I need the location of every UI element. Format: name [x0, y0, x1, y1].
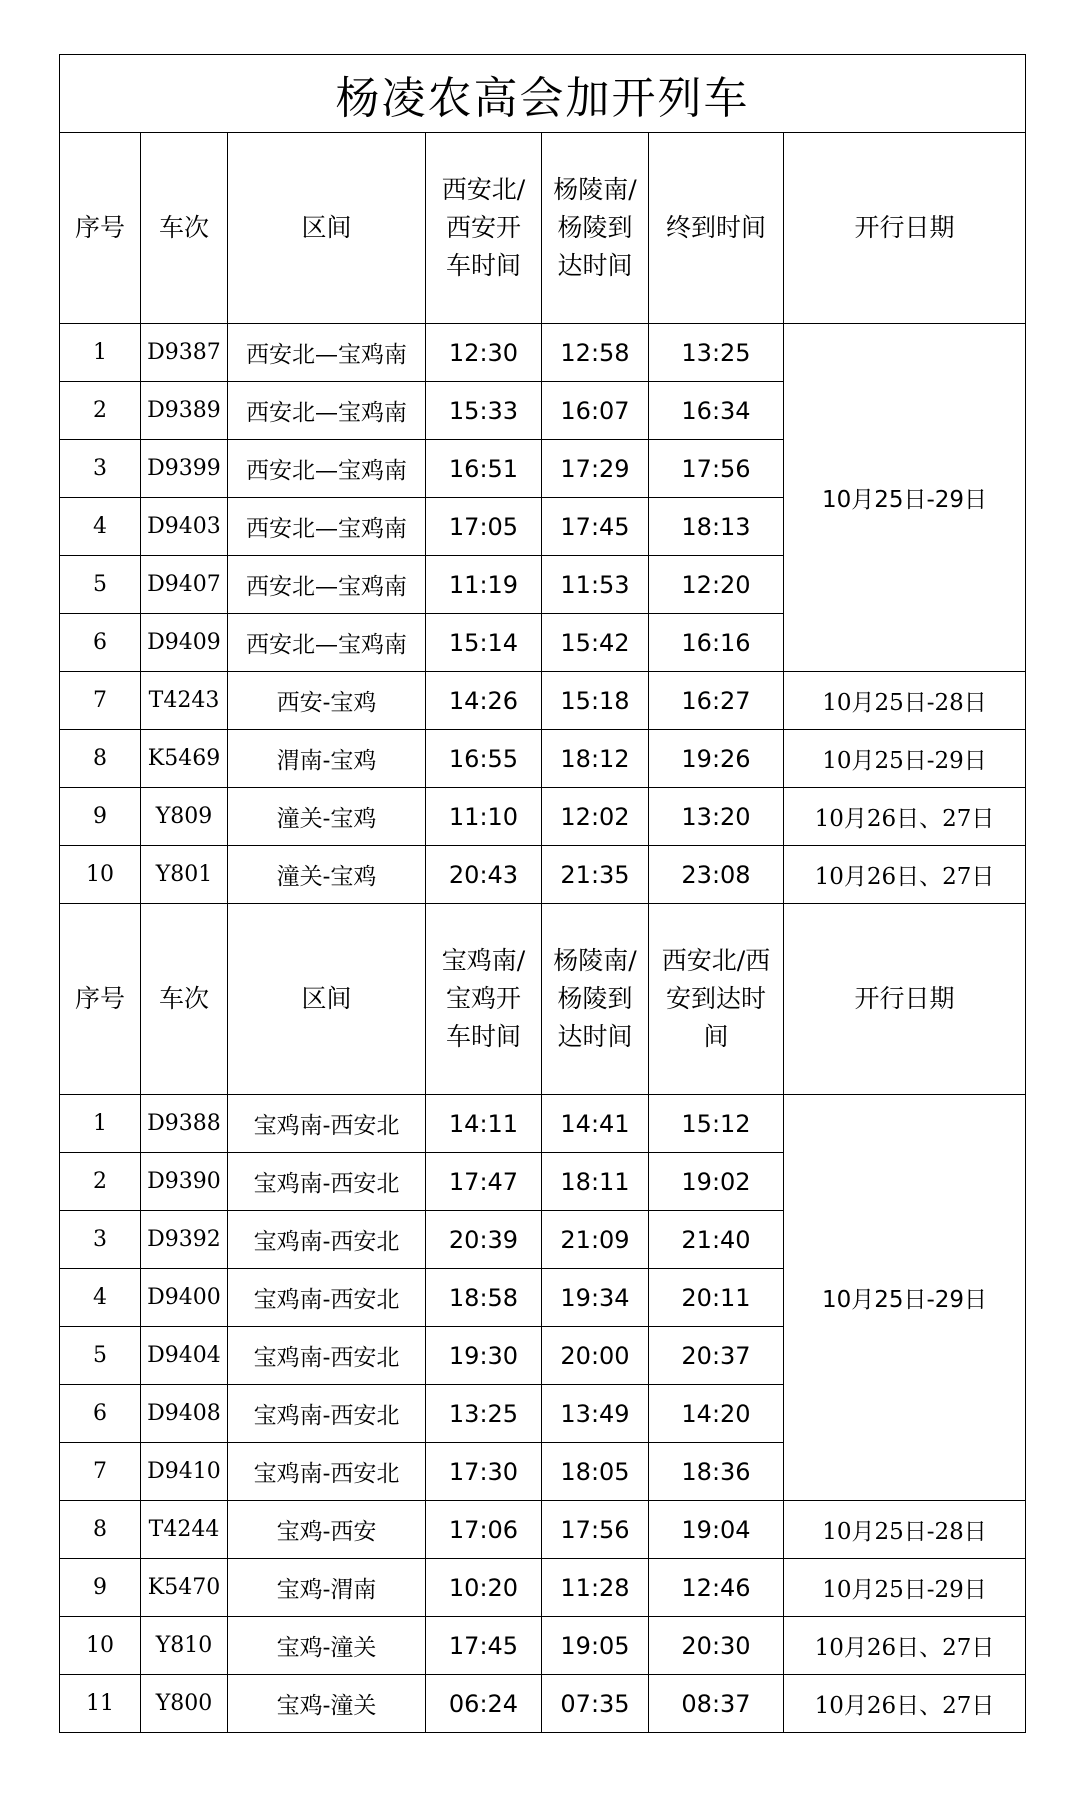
departure-time: 17:47	[426, 1153, 542, 1211]
run-date: 10月25日-29日	[784, 1559, 1026, 1617]
serial-no: 6	[60, 1385, 141, 1443]
outbound-header-row	[60, 133, 1026, 324]
serial-no: 2	[60, 1153, 141, 1211]
route: 宝鸡南-西安北	[228, 1153, 426, 1211]
table-row	[60, 788, 1026, 846]
table-row	[60, 1559, 1026, 1617]
run-date: 10月25日-28日	[784, 1501, 1026, 1559]
yangling-arrival-time: 07:35	[542, 1675, 649, 1733]
inbound-header-row	[60, 904, 1026, 1095]
serial-no: 3	[60, 1211, 141, 1269]
departure-time: 10:20	[426, 1559, 542, 1617]
route: 宝鸡南-西安北	[228, 1385, 426, 1443]
terminal-time: 16:34	[649, 382, 784, 440]
route: 渭南-宝鸡	[228, 730, 426, 788]
table-row	[60, 846, 1026, 904]
departure-time: 19:30	[426, 1327, 542, 1385]
terminal-time: 23:08	[649, 846, 784, 904]
departure-time: 16:55	[426, 730, 542, 788]
departure-time: 15:33	[426, 382, 542, 440]
yangling-arrival-time: 20:00	[542, 1327, 649, 1385]
train-number: T4243	[141, 672, 228, 730]
terminal-time: 08:37	[649, 1675, 784, 1733]
header-train: 车次	[141, 133, 228, 324]
merged-run-date: 10月25日-29日	[784, 324, 1026, 672]
train-number: K5470	[141, 1559, 228, 1617]
departure-time: 11:10	[426, 788, 542, 846]
train-number: Y801	[141, 846, 228, 904]
yangling-arrival-time: 17:29	[542, 440, 649, 498]
header-date: 开行日期	[784, 133, 1026, 324]
train-number: K5469	[141, 730, 228, 788]
table-row	[60, 324, 1026, 382]
train-number: D9388	[141, 1095, 228, 1153]
serial-no: 10	[60, 1617, 141, 1675]
serial-no: 2	[60, 382, 141, 440]
serial-no: 1	[60, 324, 141, 382]
route: 宝鸡南-西安北	[228, 1327, 426, 1385]
train-number: D9409	[141, 614, 228, 672]
train-number: D9400	[141, 1269, 228, 1327]
route: 西安北—宝鸡南	[228, 440, 426, 498]
header-yangling-arrival: 杨陵南/杨陵到达时间	[542, 904, 649, 1095]
yangling-arrival-time: 15:18	[542, 672, 649, 730]
header-terminal: 西安北/西安到达时间	[649, 904, 784, 1095]
run-date: 10月26日、27日	[784, 1675, 1026, 1733]
header-departure: 西安北/西安开车时间	[426, 133, 542, 324]
serial-no: 11	[60, 1675, 141, 1733]
merged-run-date: 10月25日-29日	[784, 1095, 1026, 1501]
table-row	[60, 672, 1026, 730]
train-number: D9407	[141, 556, 228, 614]
serial-no: 9	[60, 1559, 141, 1617]
yangling-arrival-time: 11:28	[542, 1559, 649, 1617]
departure-time: 17:30	[426, 1443, 542, 1501]
train-number: D9404	[141, 1327, 228, 1385]
yangling-arrival-time: 19:34	[542, 1269, 649, 1327]
terminal-time: 21:40	[649, 1211, 784, 1269]
terminal-time: 15:12	[649, 1095, 784, 1153]
yangling-arrival-time: 12:58	[542, 324, 649, 382]
serial-no: 1	[60, 1095, 141, 1153]
train-number: D9408	[141, 1385, 228, 1443]
departure-time: 17:06	[426, 1501, 542, 1559]
serial-no: 4	[60, 1269, 141, 1327]
header-route: 区间	[228, 133, 426, 324]
route: 宝鸡南-西安北	[228, 1269, 426, 1327]
yangling-arrival-time: 21:09	[542, 1211, 649, 1269]
route: 宝鸡南-西安北	[228, 1443, 426, 1501]
serial-no: 10	[60, 846, 141, 904]
serial-no: 4	[60, 498, 141, 556]
route: 西安北—宝鸡南	[228, 324, 426, 382]
table-row	[60, 1675, 1026, 1733]
yangling-arrival-time: 14:41	[542, 1095, 649, 1153]
departure-time: 18:58	[426, 1269, 542, 1327]
route: 宝鸡-潼关	[228, 1617, 426, 1675]
terminal-time: 16:16	[649, 614, 784, 672]
train-number: D9399	[141, 440, 228, 498]
train-number: Y800	[141, 1675, 228, 1733]
terminal-time: 20:30	[649, 1617, 784, 1675]
route: 西安北—宝鸡南	[228, 556, 426, 614]
route: 宝鸡南-西安北	[228, 1095, 426, 1153]
departure-time: 12:30	[426, 324, 542, 382]
terminal-time: 13:25	[649, 324, 784, 382]
terminal-time: 20:37	[649, 1327, 784, 1385]
terminal-time: 13:20	[649, 788, 784, 846]
timetable-document	[59, 54, 1025, 1733]
route: 西安北—宝鸡南	[228, 614, 426, 672]
route: 西安-宝鸡	[228, 672, 426, 730]
terminal-time: 14:20	[649, 1385, 784, 1443]
serial-no: 3	[60, 440, 141, 498]
yangling-arrival-time: 18:11	[542, 1153, 649, 1211]
serial-no: 8	[60, 730, 141, 788]
route: 宝鸡-渭南	[228, 1559, 426, 1617]
serial-no: 7	[60, 1443, 141, 1501]
departure-time: 15:14	[426, 614, 542, 672]
header-serial: 序号	[60, 904, 141, 1095]
terminal-time: 20:11	[649, 1269, 784, 1327]
yangling-arrival-time: 12:02	[542, 788, 649, 846]
yangling-arrival-time: 18:05	[542, 1443, 649, 1501]
header-departure: 宝鸡南/宝鸡开车时间	[426, 904, 542, 1095]
table-row	[60, 1617, 1026, 1675]
train-number: D9410	[141, 1443, 228, 1501]
yangling-arrival-time: 17:56	[542, 1501, 649, 1559]
terminal-time: 19:26	[649, 730, 784, 788]
serial-no: 5	[60, 1327, 141, 1385]
departure-time: 14:11	[426, 1095, 542, 1153]
header-date: 开行日期	[784, 904, 1026, 1095]
train-number: D9389	[141, 382, 228, 440]
departure-time: 16:51	[426, 440, 542, 498]
train-number: D9392	[141, 1211, 228, 1269]
departure-time: 20:39	[426, 1211, 542, 1269]
route: 西安北—宝鸡南	[228, 498, 426, 556]
departure-time: 14:26	[426, 672, 542, 730]
yangling-arrival-time: 16:07	[542, 382, 649, 440]
route: 宝鸡南-西安北	[228, 1211, 426, 1269]
yangling-arrival-time: 21:35	[542, 846, 649, 904]
serial-no: 9	[60, 788, 141, 846]
header-serial: 序号	[60, 133, 141, 324]
header-route: 区间	[228, 904, 426, 1095]
run-date: 10月25日-29日	[784, 730, 1026, 788]
departure-time: 17:05	[426, 498, 542, 556]
train-number: D9387	[141, 324, 228, 382]
train-number: D9390	[141, 1153, 228, 1211]
serial-no: 7	[60, 672, 141, 730]
train-number: Y809	[141, 788, 228, 846]
train-number: Y810	[141, 1617, 228, 1675]
route: 宝鸡-西安	[228, 1501, 426, 1559]
train-number: T4244	[141, 1501, 228, 1559]
run-date: 10月26日、27日	[784, 846, 1026, 904]
yangling-arrival-time: 13:49	[542, 1385, 649, 1443]
terminal-time: 19:04	[649, 1501, 784, 1559]
serial-no: 6	[60, 614, 141, 672]
timetable	[59, 54, 1026, 1733]
departure-time: 20:43	[426, 846, 542, 904]
route: 宝鸡-潼关	[228, 1675, 426, 1733]
table-row	[60, 1501, 1026, 1559]
departure-time: 17:45	[426, 1617, 542, 1675]
run-date: 10月25日-28日	[784, 672, 1026, 730]
table-row	[60, 1095, 1026, 1153]
yangling-arrival-time: 18:12	[542, 730, 649, 788]
header-train: 车次	[141, 904, 228, 1095]
run-date: 10月26日、27日	[784, 788, 1026, 846]
serial-no: 5	[60, 556, 141, 614]
serial-no: 8	[60, 1501, 141, 1559]
departure-time: 13:25	[426, 1385, 542, 1443]
terminal-time: 16:27	[649, 672, 784, 730]
terminal-time: 19:02	[649, 1153, 784, 1211]
route: 潼关-宝鸡	[228, 846, 426, 904]
departure-time: 06:24	[426, 1675, 542, 1733]
yangling-arrival-time: 19:05	[542, 1617, 649, 1675]
page-title: 杨凌农高会加开列车	[60, 55, 1026, 133]
terminal-time: 18:13	[649, 498, 784, 556]
terminal-time: 12:46	[649, 1559, 784, 1617]
header-terminal: 终到时间	[649, 133, 784, 324]
run-date: 10月26日、27日	[784, 1617, 1026, 1675]
train-number: D9403	[141, 498, 228, 556]
header-yangling-arrival: 杨陵南/杨陵到达时间	[542, 133, 649, 324]
table-row	[60, 730, 1026, 788]
yangling-arrival-time: 15:42	[542, 614, 649, 672]
terminal-time: 18:36	[649, 1443, 784, 1501]
yangling-arrival-time: 11:53	[542, 556, 649, 614]
terminal-time: 12:20	[649, 556, 784, 614]
yangling-arrival-time: 17:45	[542, 498, 649, 556]
route: 潼关-宝鸡	[228, 788, 426, 846]
departure-time: 11:19	[426, 556, 542, 614]
route: 西安北—宝鸡南	[228, 382, 426, 440]
terminal-time: 17:56	[649, 440, 784, 498]
